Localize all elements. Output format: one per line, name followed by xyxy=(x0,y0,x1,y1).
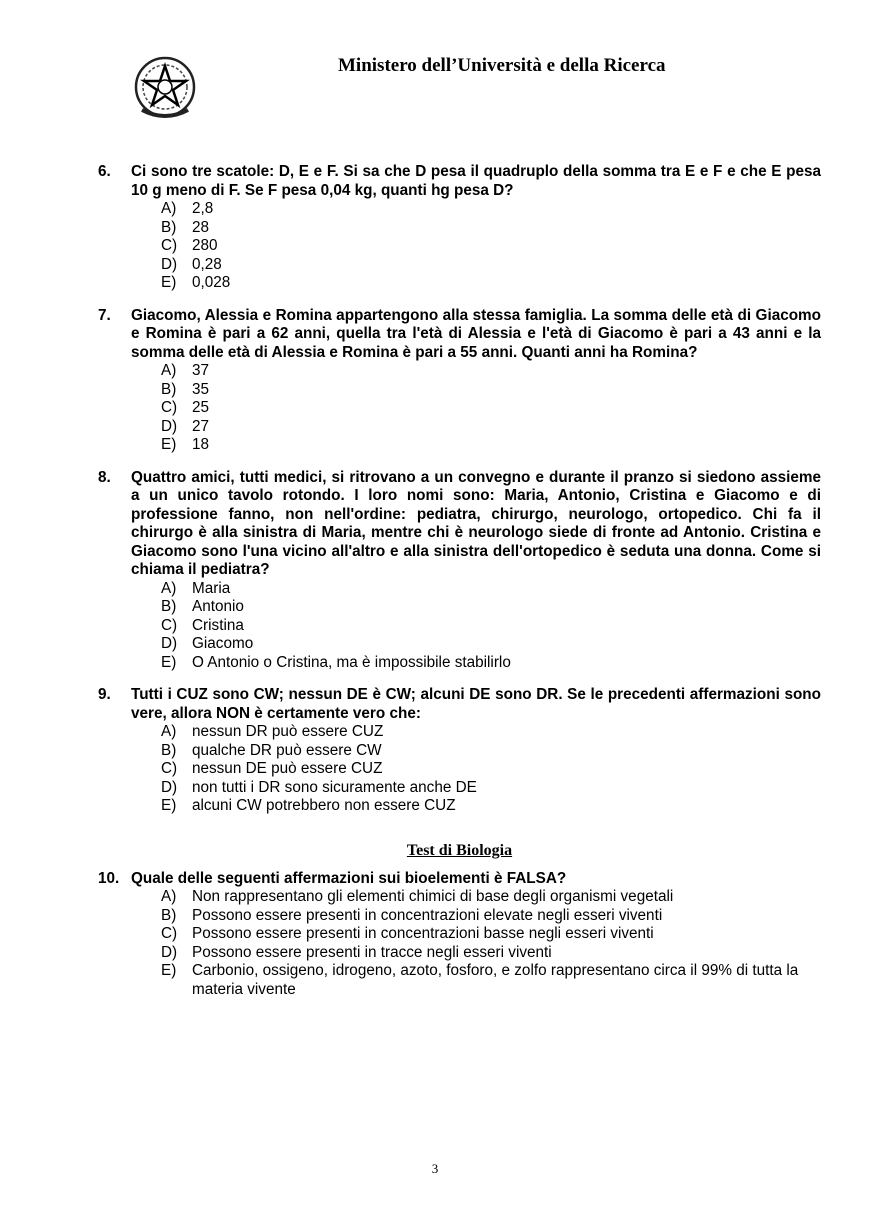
option-letter: B) xyxy=(161,741,177,759)
answer-option xyxy=(161,888,821,907)
option-letter: E) xyxy=(161,436,177,453)
option-text: Possono essere presenti in concentrazioni elevate negli esseri viventi xyxy=(192,906,663,924)
option-text: nessun DR può essere CUZ xyxy=(192,723,384,740)
answer-option xyxy=(161,219,821,238)
answer-option xyxy=(161,598,821,617)
option-letter: E) xyxy=(161,653,177,671)
answer-option xyxy=(161,200,821,219)
option-text: 0,28 xyxy=(192,255,222,273)
option-letter: E) xyxy=(161,797,177,814)
option-text: 28 xyxy=(192,218,210,236)
question-number: 8. xyxy=(98,468,111,486)
question-text: Tutti i CUZ sono CW; nessun DE è CW; alcuni DE sono DR. Se le precedenti affermazioni sono vere, allora NON è certamente vero che: xyxy=(131,686,821,722)
option-text: Carbonio, ossigeno, idrogeno, azoto, fosforo, e zolfo rappresentano circa il 99% di tutta la materia vivente xyxy=(192,962,799,998)
question-number: 10. xyxy=(98,869,120,887)
answer-option xyxy=(161,723,821,742)
question-text: Quale delle seguenti affermazioni sui bioelementi è FALSA? xyxy=(131,869,567,887)
option-text: 27 xyxy=(192,417,210,435)
option-text: 25 xyxy=(192,399,210,416)
question-number: 9. xyxy=(98,686,111,703)
answer-options xyxy=(98,200,821,293)
option-text: 37 xyxy=(192,362,210,379)
option-text: nessun DE può essere CUZ xyxy=(192,760,383,777)
option-letter: E) xyxy=(161,274,177,291)
section-title-biology: Test di Biologia xyxy=(406,841,513,859)
option-text: Possono essere presenti in tracce negli esseri viventi xyxy=(192,943,552,961)
answer-option xyxy=(161,399,821,418)
option-letter: A) xyxy=(161,579,177,597)
option-letter: D) xyxy=(161,943,178,961)
answer-option xyxy=(161,436,821,455)
question-text: Ci sono tre scatole: D, E e F. Si sa che D pesa il quadruplo della somma tra E e F e che E pesa 10 g meno di F. Se F pesa 0,04 kg, quanti hg pesa D? xyxy=(131,163,821,199)
answer-options xyxy=(98,580,821,673)
option-letter: C) xyxy=(161,399,178,416)
option-text: qualche DR può essere CW xyxy=(192,741,382,759)
option-letter: E) xyxy=(161,962,177,979)
option-letter: B) xyxy=(161,906,177,924)
option-text: 280 xyxy=(192,237,218,254)
answer-option xyxy=(161,654,821,673)
option-text: alcuni CW potrebbero non essere CUZ xyxy=(192,797,456,814)
answer-options xyxy=(98,888,821,999)
option-text: Cristina xyxy=(192,616,244,634)
question-7 xyxy=(98,307,821,455)
option-letter: A) xyxy=(161,888,177,905)
question-6 xyxy=(98,163,821,293)
option-text: non tutti i DR sono sicuramente anche DE xyxy=(192,778,477,796)
answer-option xyxy=(161,635,821,654)
option-text: Maria xyxy=(192,579,231,597)
option-letter: C) xyxy=(161,616,178,634)
option-letter: C) xyxy=(161,237,178,254)
option-text: O Antonio o Cristina, ma è impossibile stabilirlo xyxy=(192,653,511,671)
answer-options xyxy=(98,362,821,455)
answer-option xyxy=(161,944,821,963)
answer-options xyxy=(98,723,821,816)
answer-option xyxy=(161,274,821,293)
option-text: Antonio xyxy=(192,598,244,615)
page-number: 3 xyxy=(431,1161,439,1176)
option-letter: B) xyxy=(161,218,177,236)
option-text: Non rappresentano gli elementi chimici di base degli organismi vegetali xyxy=(192,888,674,905)
option-letter: D) xyxy=(161,778,178,796)
question-8 xyxy=(98,469,821,673)
option-text: Giacomo xyxy=(192,635,254,652)
option-letter: D) xyxy=(161,417,178,435)
option-text: 35 xyxy=(192,380,210,398)
answer-option xyxy=(161,418,821,437)
option-letter: B) xyxy=(161,598,177,615)
option-text: Possono essere presenti in concentrazioni basse negli esseri viventi xyxy=(192,925,654,942)
italian-republic-emblem-icon xyxy=(132,52,198,124)
answer-option xyxy=(161,925,821,944)
answer-option xyxy=(161,797,821,816)
answer-option xyxy=(161,760,821,779)
answer-option xyxy=(161,962,821,999)
question-10 xyxy=(98,870,821,1000)
answer-option xyxy=(161,907,821,926)
answer-option xyxy=(161,381,821,400)
answer-option xyxy=(161,237,821,256)
exam-content xyxy=(98,163,821,1013)
option-text: 2,8 xyxy=(192,200,214,217)
answer-option xyxy=(161,742,821,761)
answer-option xyxy=(161,617,821,636)
answer-option xyxy=(161,362,821,381)
answer-option xyxy=(161,256,821,275)
question-text: Giacomo, Alessia e Romina appartengono alla stessa famiglia. La somma delle età di Giacomo e Romina è pari a 62 anni, quella tra l'età di Alessia e l'età di Giacomo è pari a 43 anni e la somma delle età di Alessia e Romina è pari a 55 anni. Quanti anni ha Romina? xyxy=(131,306,821,361)
option-letter: B) xyxy=(161,380,177,398)
option-letter: A) xyxy=(161,362,177,379)
option-letter: D) xyxy=(161,635,178,652)
question-number: 6. xyxy=(98,163,111,180)
option-letter: C) xyxy=(161,760,178,777)
option-letter: C) xyxy=(161,925,178,942)
question-text: Quattro amici, tutti medici, si ritrovano a un convegno e durante il pranzo si siedono assieme a un unico tavolo rotondo. I loro nomi sono: Maria, Antonio, Cristina e Giacomo e di professione fanno, non nell'ordine: pediatra, chirurgo, neurologo, ortopedico. Chi fa il chirurgo è alla sinistra di Maria, mentre chi è neurologo siede di fronte ad Antonio. Cristina e Giacomo sono l'una vicino all'altro e alla sinistra dell'ortopedico è seduta una donna. Come si chiama il pediatra? xyxy=(131,468,821,578)
ministry-title: Ministero dell’Università e della Ricerca xyxy=(338,55,666,76)
answer-option xyxy=(161,779,821,798)
option-letter: A) xyxy=(161,200,177,217)
option-text: 0,028 xyxy=(192,274,231,291)
question-9 xyxy=(98,686,821,816)
option-letter: D) xyxy=(161,255,178,273)
option-text: 18 xyxy=(192,436,210,453)
question-number: 7. xyxy=(98,306,111,324)
answer-option xyxy=(161,580,821,599)
option-letter: A) xyxy=(161,723,177,740)
